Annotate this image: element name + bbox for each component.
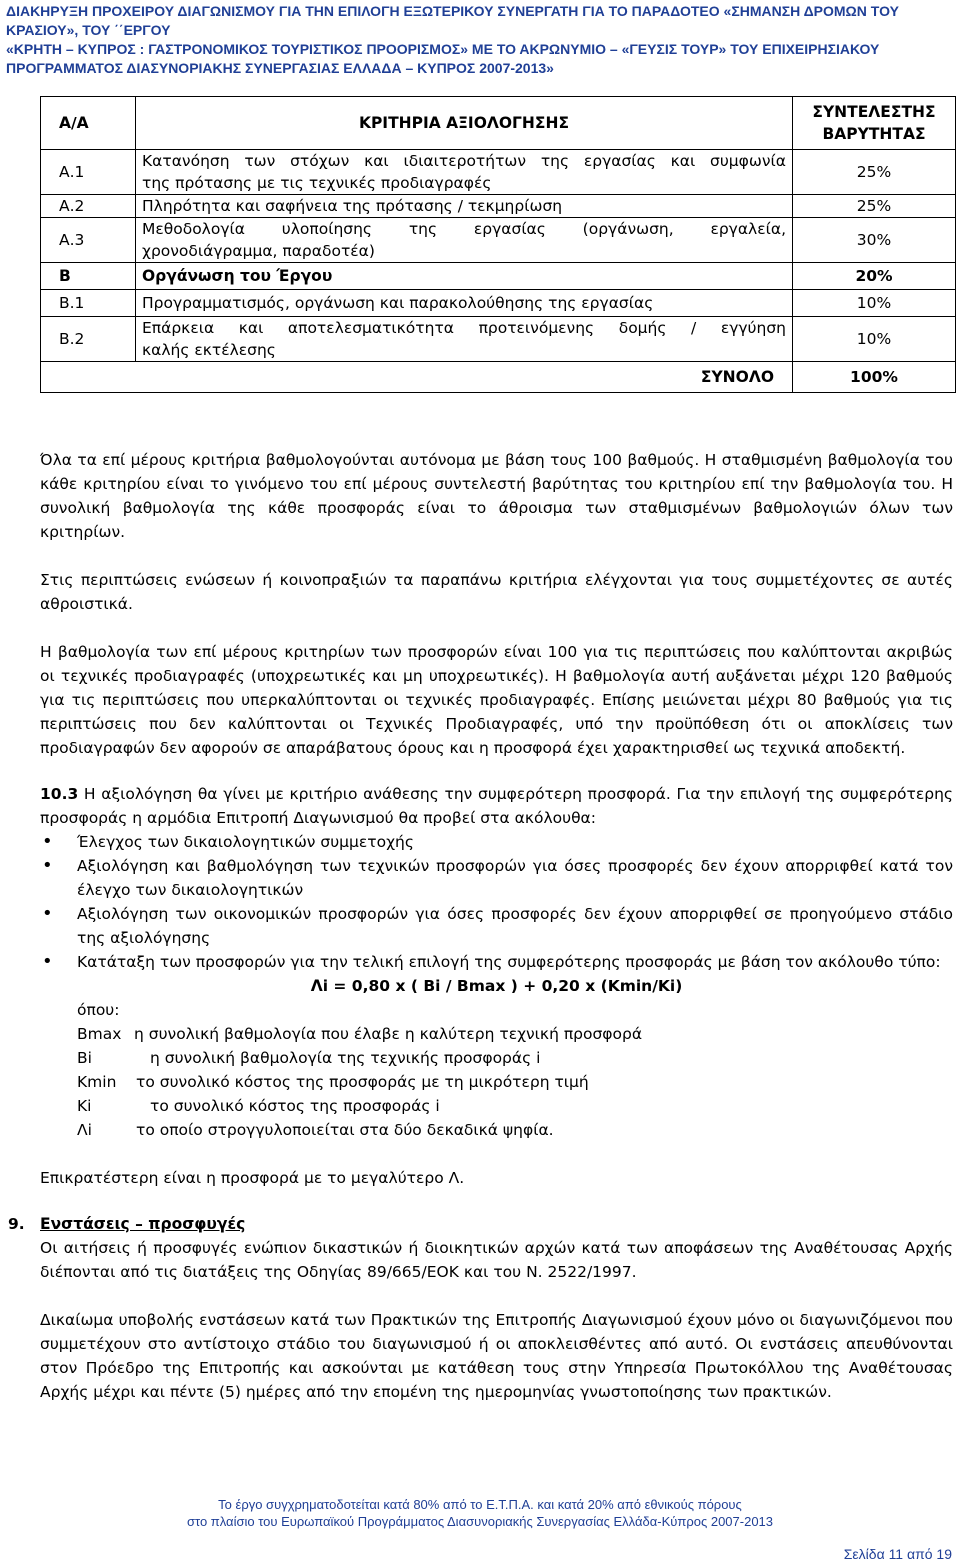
document-header	[6, 2, 956, 78]
definition-term: Bmax	[77, 1025, 122, 1043]
definition-term: Bi	[77, 1049, 92, 1067]
criteria-table	[40, 96, 956, 393]
header-line: «ΚΡΗΤΗ – ΚΥΠΡΟΣ : ΓΑΣΤΡΟΝΟΜΙΚΟΣ ΤΟΥΡΙΣΤΙΚΟΣ ΠΡΟΟΡΙΣΜΟΣ» ΜΕ ΤΟ ΑΚΡΩΝΥΜΙΟ – «ΓΕΥΣΙΣ ΤΟΥΡ» ΤΟΥ ΕΠΙΧΕΙΡΗΣΙΑΚΟΥ	[6, 41, 880, 57]
table-row	[41, 150, 956, 195]
table-row	[41, 218, 956, 263]
row-code: Α.3	[41, 218, 136, 263]
paragraph: Όλα τα επί μέρους κριτήρια βαθμολογούνται αυτόνομα με βάση τους 100 βαθμούς. Η σταθμισμένη βαθμολογία του κάθε κριτηρίου είναι το γινόμενο του επί μέρους συντελεστή βαρύτητας του κριτηρίου επί την βαθμολογία του. Η συνολική βαθμολογία της κάθε προσφοράς είναι το άθροισμα των σταθμισμένων βαθμολογιών όλων των κριτηρίων.	[40, 451, 953, 541]
table-row	[41, 263, 956, 290]
criterion-line: Κατανόηση των στόχων και ιδιαιτεροτήτων της εργασίας και συμφωνία	[142, 152, 786, 170]
row-code: Β.1	[41, 290, 136, 317]
main-text	[8, 448, 953, 1404]
header-code: Α/Α	[41, 97, 136, 150]
section-9-heading	[8, 1212, 953, 1236]
paragraph: Επικρατέστερη είναι η προσφορά με το μεγαλύτερο Λ.	[40, 1169, 465, 1187]
header-weight-line1: ΣΥΝΤΕΛΕΣΤΗΣ	[812, 103, 936, 121]
row-weight: 25%	[793, 195, 956, 218]
criterion-line: Επάρκεια και αποτελεσματικότητα προτεινόμενης δομής / εγγύηση	[142, 319, 786, 337]
paragraph: Οι αιτήσεις ή προσφυγές ενώπιον δικαστικών ή διοικητικών αρχών κατά των αποφάσεων της Αναθέτουσας Αρχής διέπονται από τις διατάξεις της Οδηγίας 89/665/ΕΟΚ και του Ν. 2522/1997.	[40, 1239, 953, 1281]
paragraph: Η βαθμολογία των επί μέρους κριτηρίων των προσφορών είναι 100 για τις περιπτώσεις που καλύπτονται ακριβώς οι τεχνικές προδιαγραφές (υποχρεωτικές και μη υποχρεωτικές). Η βαθμολογία αυτή αυξάνεται μέχρι 120 βαθμούς για τις περιπτώσεις που υπερκαλύπτονται οι τεχνικές προδιαγραφές. Επίσης μειώνεται μέχρι 80 βαθμούς για τις περιπτώσεις που δεν καλύπτονται οι Τεχνικές Προδιαγραφές, υπό την προϋπόθεση ότι οι αποκλίσεις των προδιαγραφών δεν αφορούν σε απαράβατους όρους και η προσφορά έχει χαρακτηρισθεί ως τεχνικά αποδεκτή.	[40, 643, 953, 757]
section-text: Η αξιολόγηση θα γίνει με κριτήριο ανάθεσης την συμφερότερη προσφορά. Για την επιλογή της συμφερότερης προσφοράς η αρμόδια Επιτροπή Διαγωνισμού θα προβεί στα ακόλουθα:	[40, 785, 953, 827]
formula: Λi = 0,80 x ( Bi / Bmax ) + 0,20 x (Kmin/Ki)	[310, 977, 683, 995]
section-title: Ενστάσεις – προσφυγές	[40, 1215, 246, 1233]
row-criterion	[136, 218, 793, 263]
header-criteria: ΚΡΙΤΗΡΙΑ ΑΞΙΟΛΟΓΗΣΗΣ	[136, 97, 793, 150]
row-criterion	[136, 317, 793, 362]
definition-row	[77, 1094, 953, 1118]
table-row	[41, 290, 956, 317]
document-footer	[0, 1496, 960, 1530]
row-weight: 10%	[793, 317, 956, 362]
criterion-line: της πρότασης με τις τεχνικές προδιαγραφές	[142, 174, 492, 192]
footer-line: στο πλαίσιο του Ευρωπαϊκού Προγράμματος Διασυνοριακής Συνεργασίας Ελλάδα-Κύπρος 2007-2013	[186, 1514, 774, 1529]
definition-text: η συνολική βαθμολογία που έλαβε η καλύτερη τεχνική προσφορά	[134, 1025, 643, 1043]
table-header-row	[41, 97, 956, 150]
page-number: Σελίδα 11 από 19	[843, 1546, 952, 1562]
header-weight	[793, 97, 956, 150]
criterion-line: καλής εκτέλεσης	[142, 341, 276, 359]
header-line: ΚΡΑΣΙΟΥ», ΤΟΥ ΄΄ΕΡΓΟΥ	[6, 22, 171, 38]
row-criterion: Οργάνωση του Έργου	[136, 263, 793, 290]
table-total-row	[41, 362, 956, 393]
row-criterion: Προγραμματισμός, οργάνωση και παρακολούθησης της εργασίας	[136, 290, 793, 317]
section-10-3	[40, 782, 953, 830]
row-criterion: Πληρότητα και σαφήνεια της πρότασης / τεκμηρίωση	[136, 195, 793, 218]
definition-row	[77, 1022, 953, 1046]
row-code: Α.2	[41, 195, 136, 218]
definition-term: Λi	[77, 1121, 92, 1139]
footer-line: Το έργο συγχρηματοδοτείται κατά 80% από το Ε.Τ.Π.Α. και κατά 20% από εθνικούς πόρους	[218, 1497, 742, 1512]
list-item: • Αξιολόγηση των οικονομικών προσφορών για όσες προσφορές δεν έχουν απορριφθεί σε προηγούμενο στάδιο της αξιολόγησης	[40, 902, 953, 950]
row-weight: 10%	[793, 290, 956, 317]
paragraph: Δικαίωμα υποβολής ενστάσεων κατά των Πρακτικών της Επιτροπής Διαγωνισμού έχουν μόνο οι διαγωνιζόμενοι που συμμετέχουν στο αντίστοιχο στάδιο του διαγωνισμού ή οι αποκλεισθέντες από αυτό. Οι ενστάσεις απευθύνονται στον Πρόεδρο της Επιτροπής και ασκούνται με κατάθεση τους στην Υπηρεσία Πρωτοκόλλου της Αναθέτουσας Αρχής μέχρι και πέντε (5) ημέρες από την επομένη της ημερομηνίας γνωστοποίησης των πρακτικών.	[40, 1311, 953, 1401]
definition-term: Kmin	[77, 1073, 117, 1091]
header-weight-line2: ΒΑΡΥΤΗΤΑΣ	[822, 125, 926, 143]
where-label: όπου:	[77, 1001, 120, 1019]
definitions	[40, 998, 953, 1142]
total-value: 100%	[793, 362, 956, 393]
total-label: ΣΥΝΟΛΟ	[41, 362, 793, 393]
criterion-line: Μεθοδολογία υλοποίησης της εργασίας (οργάνωση, εργαλεία,	[142, 220, 786, 238]
row-weight: 25%	[793, 150, 956, 195]
definition-row	[77, 1046, 953, 1070]
definition-text: η συνολική βαθμολογία της τεχνικής προσφοράς i	[150, 1049, 541, 1067]
criterion-line: χρονοδιάγραμμα, παραδοτέα)	[142, 242, 375, 260]
row-weight: 20%	[793, 263, 956, 290]
header-line: ΔΙΑΚΗΡΥΞΗ ΠΡΟΧΕΙΡΟΥ ΔΙΑΓΩΝΙΣΜΟΥ ΓΙΑ ΤΗΝ ΕΠΙΛΟΓΗ ΕΞΩΤΕΡΙΚΟΥ ΣΥΝΕΡΓΑΤΗ ΓΙΑ ΤΟ ΠΑΡΑΔΟΤΕΟ «ΣΗΜΑΝΣΗ ΔΡΟΜΩΝ ΤΟΥ	[6, 3, 899, 19]
steps-list	[40, 830, 953, 974]
row-criterion	[136, 150, 793, 195]
definition-text: το συνολικό κόστος της προσφοράς με τη μικρότερη τιμή	[136, 1073, 589, 1091]
definition-row	[77, 1118, 953, 1142]
table-row	[41, 195, 956, 218]
definition-term: Ki	[77, 1097, 92, 1115]
header-line: ΠΡΟΓΡΑΜΜΑΤΟΣ ΔΙΑΣΥΝΟΡΙΑΚΗΣ ΣΥΝΕΡΓΑΣΙΑΣ ΕΛΛΑΔΑ – ΚΥΠΡΟΣ 2007-2013»	[6, 60, 554, 76]
paragraph: Στις περιπτώσεις ενώσεων ή κοινοπραξιών τα παραπάνω κριτήρια ελέγχονται για τους συμμετέχοντες σε αυτές αθροιστικά.	[40, 571, 953, 613]
section-number: 10.3	[40, 785, 79, 803]
definition-row	[77, 1070, 953, 1094]
section-number: 9.	[8, 1215, 25, 1233]
row-code: Β	[41, 263, 136, 290]
list-item: • Κατάταξη των προσφορών για την τελική επιλογή της συμφερότερης προσφοράς με βάση τον ακόλουθο τύπο:	[40, 950, 953, 974]
table-row	[41, 317, 956, 362]
list-item: • Έλεγχος των δικαιολογητικών συμμετοχής	[40, 830, 953, 854]
definition-text: το οποίο στρογγυλοποιείται στα δύο δεκαδικά ψηφία.	[136, 1121, 554, 1139]
row-code: Β.2	[41, 317, 136, 362]
definition-text: το συνολικό κόστος της προσφοράς i	[150, 1097, 440, 1115]
list-item: • Αξιολόγηση και βαθμολόγηση των τεχνικών προσφορών για όσες προσφορές δεν έχουν απορριφθεί κατά τον έλεγχο των δικαιολογητικών	[40, 854, 953, 902]
row-code: Α.1	[41, 150, 136, 195]
row-weight: 30%	[793, 218, 956, 263]
